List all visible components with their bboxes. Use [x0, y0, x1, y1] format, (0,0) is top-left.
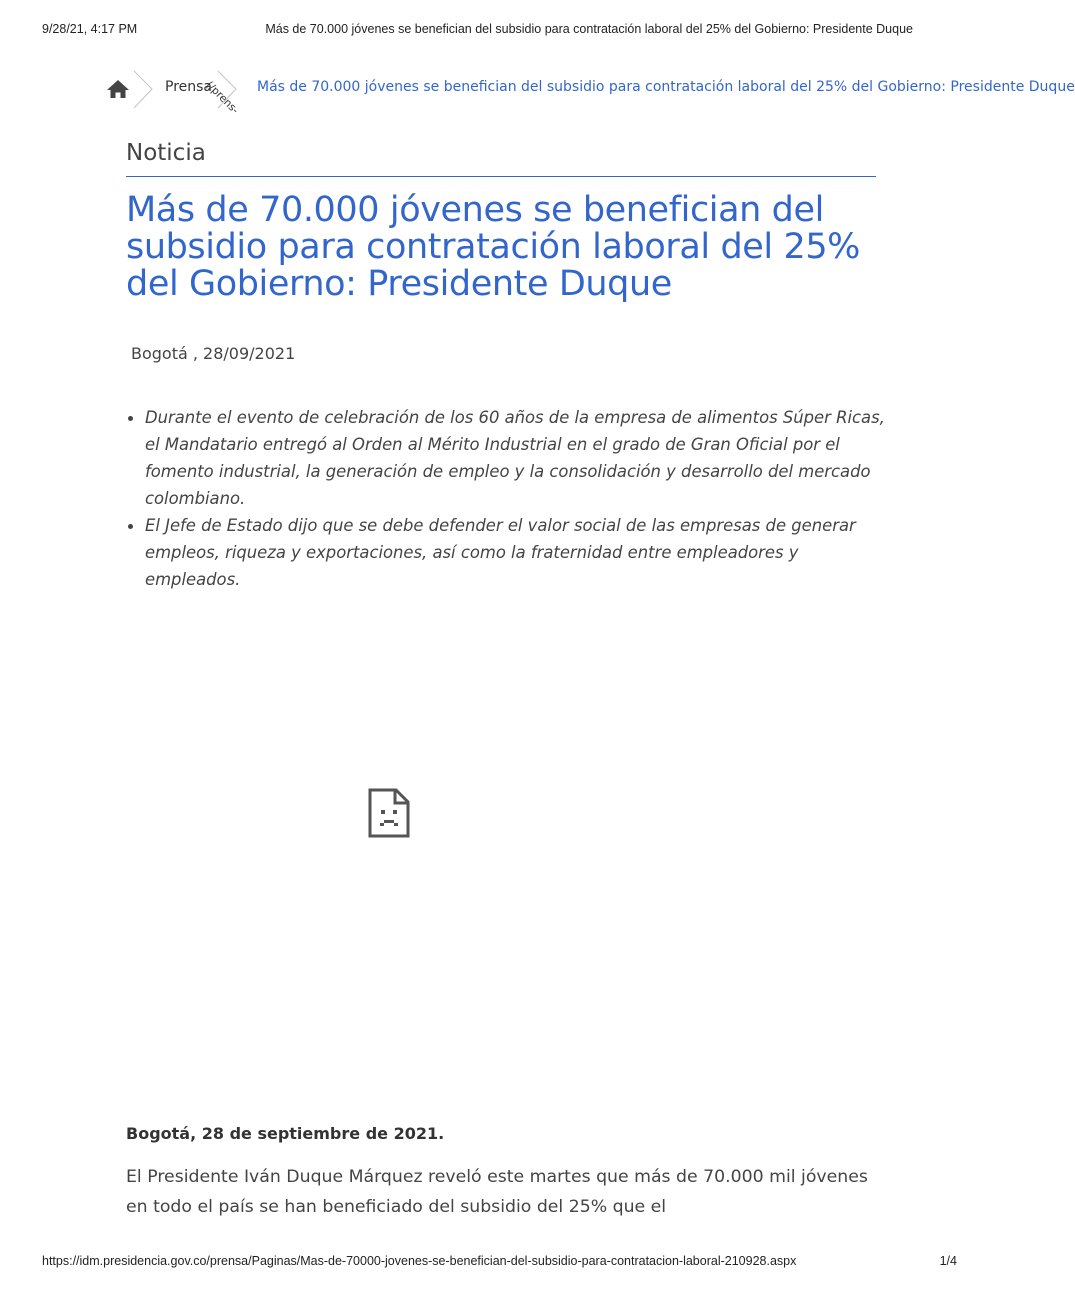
- article-headline: Más de 70.000 jóvenes se benefician del subsidio para contratación laboral del 25% del Gobierno: Presidente Duque: [126, 190, 861, 304]
- body-dateline: Bogotá, 28 de septiembre de 2021.: [126, 1124, 445, 1143]
- article-dateline: Bogotá , 28/09/2021: [131, 344, 296, 363]
- article-body-paragraph: El Presidente Iván Duque Márquez reveló este martes que más de 70.000 mil jóvenes en todo el país se han beneficiado del subsidio del 25% que el: [126, 1167, 868, 1217]
- breadcrumb-separator-icon: [132, 70, 156, 110]
- print-url: https://idm.presidencia.gov.co/prensa/Paginas/Mas-de-70000-jovenes-se-benefician-del-subsidio-para-contratacion-laboral-210928.aspx: [42, 1254, 797, 1268]
- broken-image-icon: [366, 786, 414, 842]
- print-datetime: 9/28/21, 4:17 PM: [42, 22, 138, 36]
- highlight-item: Durante el evento de celebración de los 60 años de la empresa de alimentos Súper Ricas, el Mandatario entregó al Orden al Mérito Industrial en el grado de Gran Oficial por el fomento industrial, la generación de empleo y la consolidación y desarrollo del mercado colombiano.: [145, 404, 895, 512]
- print-page-title: Más de 70.000 jóvenes se benefician del subsidio para contratación laboral del 25% del Gobierno: Presidente Duque: [265, 22, 913, 36]
- breadcrumb-overlay-text: (/prens-: [203, 79, 241, 117]
- breadcrumb-current-page: Más de 70.000 jóvenes se benefician del subsidio para contratación laboral del 25% del Gobierno: Presidente Duque: [257, 79, 1075, 95]
- breadcrumb-separator-icon: [216, 70, 240, 110]
- highlights-list: [126, 404, 895, 593]
- print-footer: [0, 1254, 1000, 1274]
- breadcrumb: [104, 70, 1075, 117]
- print-page-number: 1/4: [939, 1254, 957, 1268]
- home-icon[interactable]: [104, 77, 132, 101]
- breadcrumb-item-prensa[interactable]: Prensa: [165, 79, 213, 95]
- print-header: [0, 22, 1000, 42]
- section-label: Noticia: [126, 140, 206, 166]
- highlight-item: El Jefe de Estado dijo que se debe defender el valor social de las empresas de generar empleos, riqueza y exportaciones, así como la fraternidad entre empleadores y empleados.: [145, 512, 895, 593]
- section-divider: [126, 176, 876, 177]
